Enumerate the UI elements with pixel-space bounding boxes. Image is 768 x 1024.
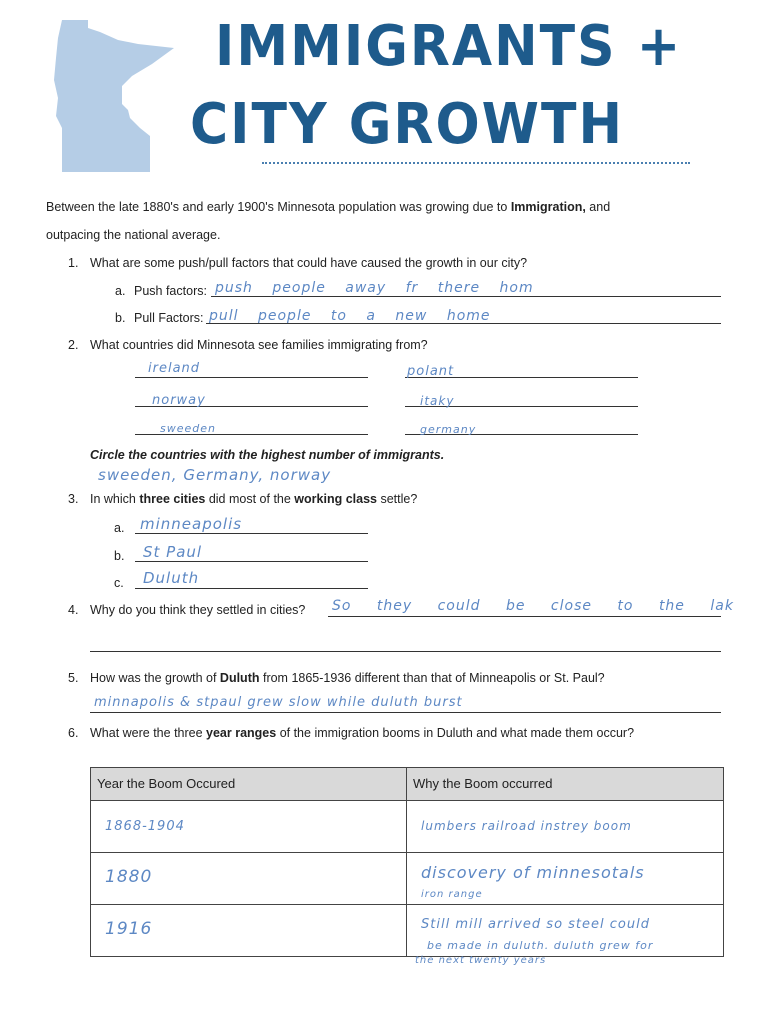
q2-circle-answer: sweeden, Germany, norway — [98, 466, 332, 484]
table-cell-why[interactable] — [407, 801, 724, 853]
table-header-why: Why the Boom occurred — [407, 768, 724, 801]
intro-text: Between the late 1880's and early 1900's Minnesota population was growing due to — [46, 200, 511, 214]
q1-number: 1. — [68, 256, 79, 270]
q2-text: What countries did Minnesota see families immigrating from? — [90, 338, 428, 352]
q3-text-mid: did most of the — [205, 492, 295, 506]
q4-answer-line-2[interactable] — [90, 651, 721, 652]
q5-answer: minnapolis & stpaul grew slow while duluth burst — [94, 695, 463, 710]
q1a-label: Push factors: — [134, 284, 207, 298]
q3c-answer-line[interactable] — [135, 588, 368, 589]
q5-number: 5. — [68, 671, 79, 685]
q6-number: 6. — [68, 726, 79, 740]
why-answer: discovery of minnesotals — [421, 863, 645, 882]
q5-text-post: from 1865-1936 different than that of Minneapolis or St. Paul? — [259, 671, 605, 685]
q4-number: 4. — [68, 603, 79, 617]
why-answer-line-2: be made in duluth. duluth grew for — [427, 939, 654, 952]
table-header-row — [91, 768, 724, 801]
q3b-answer-line[interactable] — [135, 561, 368, 562]
q3a-answer-line[interactable] — [135, 533, 368, 534]
q2-answer-3: norway — [152, 393, 206, 408]
q3c-letter: c. — [114, 576, 124, 590]
table-row — [91, 905, 724, 957]
title-line-2: CITY GROWTH — [190, 92, 625, 157]
q2-answer-5: sweeden — [160, 422, 216, 435]
q2-number: 2. — [68, 338, 79, 352]
boom-table — [90, 767, 724, 966]
title-divider — [262, 162, 690, 164]
q3-bold-1: three cities — [139, 492, 206, 506]
title-line-1: IMMIGRANTS + — [215, 14, 683, 79]
q1-text: What are some push/pull factors that could have caused the growth in our city? — [90, 256, 528, 270]
why-answer-line-2: iron range — [421, 889, 483, 900]
q2-answer-2: polant — [407, 364, 455, 379]
why-answer-line-3: the next twenty years — [415, 955, 547, 966]
table-row — [91, 853, 724, 905]
why-answer: lumbers railroad instrey boom — [421, 819, 632, 833]
q2-answer-4: itaky — [420, 394, 455, 408]
q5-answer-line[interactable] — [90, 712, 721, 713]
year-answer: 1916 — [105, 919, 153, 939]
q3b-answer: St Paul — [143, 543, 203, 561]
q1a-answer-line[interactable] — [211, 296, 721, 297]
q2-answer-line-1[interactable] — [135, 377, 368, 378]
table-cell-year[interactable] — [91, 905, 407, 957]
intro-line-2: outpacing the national average. — [46, 228, 221, 242]
q6-text-pre: What were the three — [90, 726, 207, 740]
q2-circle-note: Circle the countries with the highest number of immigrants. — [90, 448, 445, 462]
q2-answer-1: ireland — [148, 361, 201, 376]
table-cell-why[interactable] — [407, 853, 724, 905]
q4-answer-line-1[interactable] — [328, 616, 721, 617]
q1b-answer: pull people to a new home — [209, 308, 491, 324]
q3a-answer: minneapolis — [140, 515, 243, 533]
intro-text-end: and — [585, 200, 611, 214]
q5-text — [90, 671, 605, 685]
q5-bold: Duluth — [219, 671, 260, 685]
q6-text — [90, 726, 634, 740]
q1a-answer: push people away fr there hom — [215, 280, 534, 296]
title-banner — [0, 0, 768, 190]
why-answer: Still mill arrived so steel could — [421, 917, 650, 932]
q6-bold: year ranges — [206, 726, 277, 740]
q6-text-post: of the immigration booms in Duluth and what made them occur? — [276, 726, 635, 740]
q5-text-pre: How was the growth of — [90, 671, 220, 685]
q3-text-pre: In which — [90, 492, 140, 506]
q4-answer: So they could be close to the lak — [332, 598, 734, 614]
q3-bold-2: working class — [294, 492, 377, 506]
q3a-letter: a. — [114, 521, 125, 535]
minnesota-map-icon — [48, 18, 178, 176]
year-answer: 1868-1904 — [105, 819, 185, 834]
q1b-letter: b. — [115, 311, 126, 325]
q3-text-post: settle? — [376, 492, 418, 506]
table-header-year: Year the Boom Occured — [91, 768, 407, 801]
intro-line-1 — [46, 200, 610, 214]
q3b-letter: b. — [114, 549, 125, 563]
year-answer: 1880 — [105, 867, 153, 887]
table-cell-why[interactable] — [407, 905, 724, 966]
table-row — [91, 801, 724, 853]
q3c-answer: Duluth — [143, 569, 200, 587]
table-cell-year[interactable] — [91, 801, 407, 853]
table-cell-year[interactable] — [91, 853, 407, 905]
q1b-label: Pull Factors: — [134, 311, 204, 325]
q4-text: Why do you think they settled in cities? — [90, 603, 306, 617]
intro-bold: Immigration, — [510, 200, 586, 214]
q1a-letter: a. — [115, 284, 126, 298]
q2-answer-6: germany — [420, 423, 477, 436]
q3-text — [90, 492, 417, 506]
q3-number: 3. — [68, 492, 79, 506]
